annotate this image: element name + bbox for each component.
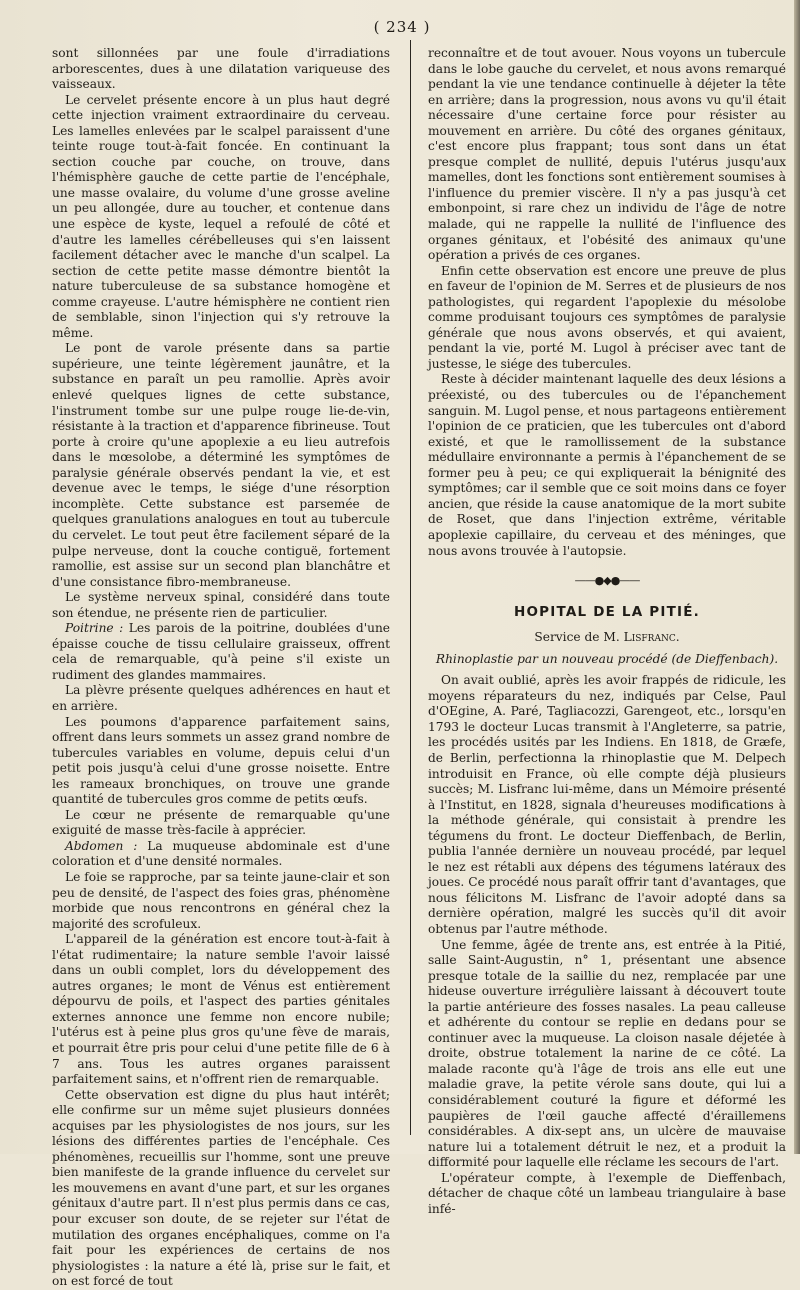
paragraph: sont sillonnées par une foule d'irradiations arborescentes, dues à une dilatation variqueuse des vaisseaux. (52, 46, 390, 92)
article-title: Rhinoplastie par un nouveau procédé (de Dieffenbach). (435, 651, 779, 666)
paragraph: Une femme, âgée de trente ans, est entrée à la Pitié, salle Saint-Augustin, n° 1, présentant une absence presque totale de la saillie du nez, remplacée par une hideuse ouverture irrégulière laissant à découvert toute la partie antérieure des fosses nasales. La peau calleuse et adhérente du contour se replie en dedans pour se continuer avec la muqueuse. La cloison nasale déjetée à droite, obstrue totalement la narine de ce côté. La malade raconte qu'à l'âge de trois ans elle eut une maladie grave, la petite vérole sans doute, qui lui a considérablement couturé la figure et déformé les paupières de l'œil gauche affecté d'éraillemens considérables. A dix-sept ans, un ulcère de mauvaise nature lui a totalement détruit le nez, et a produit la difformité pour laquelle elle réclame les secours de l'art. (428, 937, 786, 1170)
paragraph: Le pont de varole présente dans sa partie supérieure, une teinte légèrement jaunâtre, et la substance en paraît un peu ramollie. Après avoir enlevé quelques lignes de cette substance, l'instrument tombe sur une pulpe rouge lie-de-vin, résistante à la traction et d'apparence fibrineuse. Tout porte à croire qu'une apoplexie a eu lieu autrefois dans le mœsolobe, a déterminé les symptômes de paralysie générale observés pendant la vie, et est devenue avec le temps, le siége d'une résorption incomplète. Cette substance est parsemée de quelques granulations analogues en tout au tubercule du cervelet. Le tout peut être facilement séparé de la pulpe nerveuse, dont la couche contiguë, fortement ramollie, est assise sur un second plan blanchâtre et d'une consistance fibro-membraneuse. (52, 341, 390, 589)
right-column (428, 46, 786, 1216)
paragraph: Enfin cette observation est encore une preuve de plus en faveur de l'opinion de M. Serres et de plusieurs de nos pathologistes, qui regardent l'apoplexie du mésolobe comme produisant toujours ces symptômes de paralysie générale que nous avons observés, et qui avaient, pendant la vie, porté M. Lugol à préciser avec tant de justesse, le siége des tubercules. (428, 263, 786, 371)
paragraph-abdomen: Abdomen : La muqueuse abdominale est d'une coloration et d'une densité normales. (52, 838, 390, 869)
column-divider (410, 40, 411, 1135)
service-prefix: Service de M. (534, 630, 624, 645)
paragraph-poitrine: Poitrine : Les parois de la poitrine, doublées d'une épaisse couche de tissu cellulaire graisseux, offrent cela de remarquable, qu'à peine s'il existe un rudiment des glandes mammaires. (52, 621, 390, 682)
paragraph: On avait oublié, après les avoir frappés de ridicule, les moyens réparateurs du nez, indiqués par Celse, Paul d'OEgine, A. Paré, Tagliacozzi, Garengeot, etc., lorsqu'en 1793 le docteur Lucas transmit à l'Angleterre, sa patrie, les procédés usités par les Indiens. En 1818, de Græfe, de Berlin, perfectionna la rhinoplastie que M. Delpech introduisit en France, où elle compte déjà plusieurs succès; M. Lisfranc lui-même, dans un Mémoire présenté à l'Institut, en 1828, signala d'heureuses modifications à la méthode générale, qui consistait à prendre les tégumens du front. Le docteur Dieffenbach, de Berlin, publia l'année dernière un nouveau procédé, par lequel le nez est rétabli aux dépens des tégumens latéraux des joues. Ce procédé nous paraît offrir tant d'avantages, que nous félicitons M. Lisfranc de l'avoir adopté dans sa dernière opération, malgré les succès qu'il dit avoir obtenus par l'autre méthode. (428, 673, 786, 936)
paragraph: Les poumons d'apparence parfaitement sains, offrent dans leurs sommets un assez grand nombre de tubercules variables en volume, depuis celui d'un petit pois jusqu'à celui d'une grosse noisette. Entre les rameaux bronchiques, on trouve une grande quantité de tubercules gros comme de petits œufs. (52, 714, 390, 807)
paragraph: Le cervelet présente encore à un plus haut degré cette injection vraiment extraordinaire du cerveau. Les lamelles enlevées par le scalpel paraissent d'une teinte rouge tout-à-fait foncée. En continuant la section couche par couche, on trouve, dans l'hémisphère gauche de cette partie de l'encéphale, une masse ovalaire, du volume d'une grosse aveline un peu allongée, dure au toucher, et contenue dans une espèce de kyste, lequel a refoulé de côté et d'autre les lamelles cérébelleuses qui s'en laissent facilement détacher avec le manche d'un scalpel. La section de cette petite masse démontre bientôt la nature tuberculeuse de sa substance homogène et comme crayeuse. L'autre hémisphère ne contient rien de semblable, sinon l'injection qui s'y retrouve la même. (52, 92, 390, 340)
page-number: ( 234 ) (373, 18, 431, 36)
paragraph: Le foie se rapproche, par sa teinte jaune-clair et son peu de densité, de l'aspect des foies gras, phénomène morbide que nous rencontrons en général chez la majorité des scrofuleux. (52, 869, 390, 931)
paragraph: L'appareil de la génération est encore tout-à-fait à l'état rudimentaire; la nature semble l'avoir laissé dans un oubli complet, lors du développement des autres organes; le mont de Vénus est entièrement dépourvu de poils, et l'aspect des parties génitales externes annonce une femme non encore nubile; l'utérus est à peine plus gros qu'une fève de marais, et pourrait être pris pour celui d'une petite fille de 6 à 7 ans. Tous les autres organes paraissent parfaitement sains, et n'offrent rien de remarquable. (52, 932, 390, 1087)
left-column (52, 46, 390, 1289)
page-edge-shadow (794, 0, 800, 1154)
italic-lead-in: Abdomen : (65, 838, 138, 853)
paragraph: Le cœur ne présente de remarquable qu'une exiguité de masse très-facile à apprécier. (52, 807, 390, 838)
paragraph: L'opérateur compte, à l'exemple de Dieffenbach, détacher de chaque côté un lambeau triangulaire à base infé- (428, 1170, 786, 1216)
paragraph: La plèvre présente quelques adhérences en haut et en arrière. (52, 683, 390, 713)
paragraph: Reste à décider maintenant laquelle des deux lésions a préexisté, ou des tubercules ou de l'épanchement sanguin. M. Lugol pense, et nous partageons entièrement l'opinion de ce praticien, que les tubercules ont d'abord existé, et que le ramollissement de la substance médullaire environnante a permis à l'épanchement de se former peu à peu; ce qui expliquerait la bénignité des symptômes; car il semble que ce soit moins dans ce foyer ancien, que réside la cause anatomique de la mort subite de Roset, que dans l'injection extrême, véritable apoplexie capillaire, du cerveau et des méninges, que nous avons trouvée à l'autopsie. (428, 372, 786, 558)
italic-lead-in: Poitrine : (65, 621, 124, 636)
paragraph: reconnaître et de tout avouer. Nous voyons un tubercule dans le lobe gauche du cervelet, et nous avons remarqué pendant la vie une tendance continuelle à déjeter la tête en arrière; dans la progression, nous avons vu qu'il était nécessaire d'une certaine force pour résister au mouvement en arrière. Du côté des organes génitaux, c'est encore plus frappant; tous sont dans un état presque complet de nullité, depuis l'utérus jusqu'aux mamelles, dont les fonctions sont entièrement soumises à l'influence du premier viscère. Il n'y a pas jusqu'à cet embonpoint, si rare chez un individu de l'âge de notre malade, qui ne rappelle la nullité de l'influence des organes génitaux, et l'obésité des animaux qu'une opération a privés de ces organes. (428, 46, 786, 263)
service-name: Lisfranc. (623, 630, 680, 645)
service-line (428, 630, 786, 646)
section-ornament: ——●◆●—— (574, 574, 640, 588)
section-heading: HOPITAL DE LA PITIÉ. (514, 603, 700, 620)
paragraph: Cette observation est digne du plus haut intérêt; elle confirme sur un même sujet plusieurs données acquises par les physiologistes de nos jours, sur les lésions des différentes parties de l'encéphale. Ces phénomènes, recueillis sur l'homme, sont une preuve bien manifeste de la grande influence du cervelet sur les mouvemens en avant d'une part, et sur les organes génitaux d'autre part. Il n'est plus permis dans ce cas, pour excuser son doute, de se rejeter sur l'état de mutilation des organes encéphaliques, comme on l'a fait pour les expériences de certains de nos physiologistes : la nature a été là, prise sur le fait, et on est forcé de tout (52, 1087, 390, 1289)
paragraph: Le système nerveux spinal, considéré dans toute son étendue, ne présente rien de particulier. (52, 590, 390, 620)
